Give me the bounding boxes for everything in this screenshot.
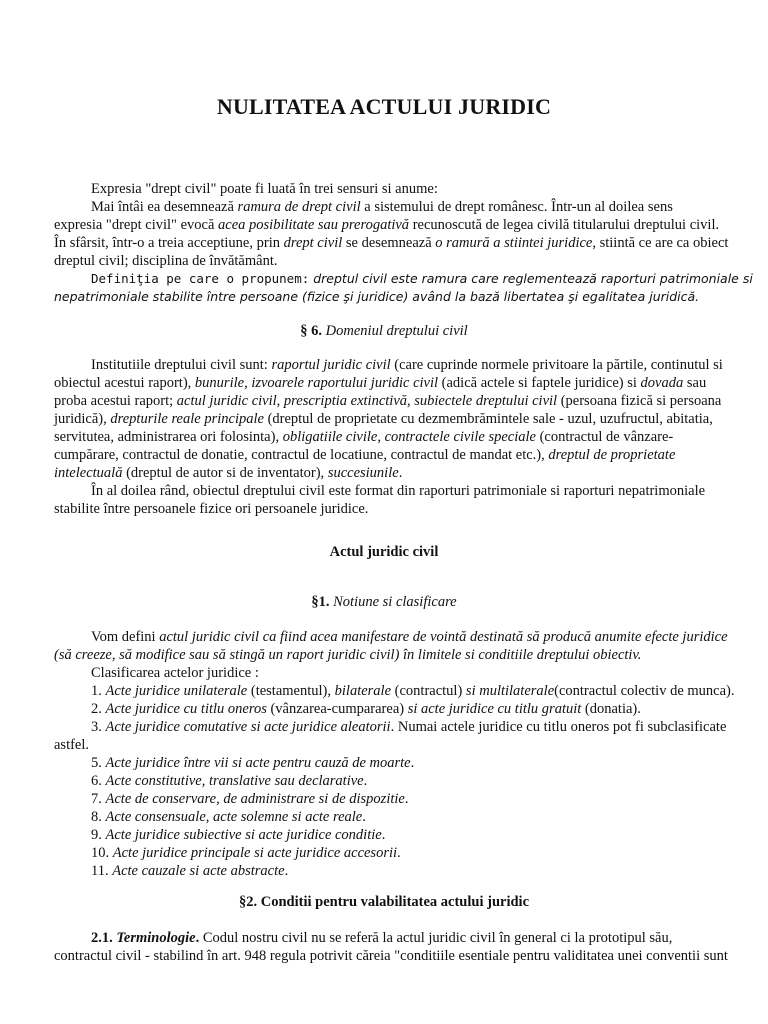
text-span: contractele civile speciale xyxy=(384,429,536,445)
text-span: bunurile xyxy=(194,375,245,391)
text-span: Acte juridice unilaterale xyxy=(105,683,248,699)
text-span: (dreptul de autor si de inventator), xyxy=(122,465,328,481)
list-item xyxy=(54,754,768,772)
text-span: (care cuprinde normele privitoare la părtile, continutul si xyxy=(390,357,723,373)
terminology-paragraph xyxy=(54,929,768,965)
text-span: raportul juridic civil xyxy=(271,357,391,373)
text-span: (să creeze, să modifice sau să stingă un raport juridic civil) în limitele si conditiile dreptului obiectiv. xyxy=(54,647,642,663)
terminology-line: contractul civil - stabilind în art. 948 regula potrivit căreia "conditiile esentiale pentru validitatea unei conventii sunt xyxy=(54,948,728,964)
text-span: 2. xyxy=(91,701,106,717)
intro-line xyxy=(54,198,768,216)
text-span: subiectele dreptului civil xyxy=(414,393,558,409)
text-span: obligatiile civile xyxy=(282,429,378,445)
text-span: (donatia). xyxy=(581,701,641,717)
text-span: obiectul acestui raport), xyxy=(54,375,195,391)
text-span: Acte juridice subiective si acte juridice conditie xyxy=(105,827,382,843)
text-span: Acte juridice între vii si acte pentru cauză de moarte xyxy=(105,755,411,771)
domain-line xyxy=(54,428,768,446)
text-span: drept civil xyxy=(283,235,343,251)
text-span: succesiunile xyxy=(327,465,399,481)
text-span: Acte juridice cu titlu oneros xyxy=(105,701,267,717)
intro-line xyxy=(54,216,768,234)
section-number: § 6. xyxy=(300,323,326,339)
text-span: si acte juridice cu titlu gratuit xyxy=(407,701,582,717)
text-span: . xyxy=(363,773,368,789)
text-span: 2.1. xyxy=(91,930,117,946)
terminology-line xyxy=(54,929,768,947)
text-span: . xyxy=(398,465,403,481)
domain-line xyxy=(54,446,768,464)
list-item-continuation: astfel. xyxy=(54,737,90,753)
text-span: . Numai actele juridice cu titlu oneros pot fi subclasificate xyxy=(390,719,727,735)
section-number: §1. xyxy=(311,594,334,610)
list-item xyxy=(54,790,768,808)
text-span: izvoarele raportului juridic civil xyxy=(251,375,439,391)
text-span: (adică actele si faptele juridice) si xyxy=(438,375,641,391)
text-span: 7. xyxy=(91,791,106,807)
text-span: 3. xyxy=(91,719,106,735)
document-title: NULITATEA ACTULUI JURIDIC xyxy=(216,94,552,119)
text-span: 8. xyxy=(91,809,106,825)
text-span: 5. xyxy=(91,755,106,771)
text-span: Acte de conservare, de administrare si de dispozitie xyxy=(105,791,405,807)
text-span: Terminologie xyxy=(116,930,196,946)
list-item xyxy=(54,862,768,880)
text-span: proba acestui raport; xyxy=(54,393,177,409)
text-span: intelectuală xyxy=(54,465,123,481)
intro-paragraph xyxy=(54,180,768,306)
text-span: , stiintă ce are ca obiect xyxy=(592,235,729,251)
text-span: actul juridic civil ca fiind acea manifestare de vointă destinată să producă anumite efecte juridice xyxy=(159,629,728,645)
text-span: 10. xyxy=(91,845,113,861)
text-span: În sfârsit, într-o a treia acceptiune, prin xyxy=(54,235,284,251)
intro-line xyxy=(54,270,768,288)
section-title: Domeniul dreptului civil xyxy=(325,323,468,339)
text-span: (contractul de vânzare- xyxy=(535,429,674,445)
domain-line xyxy=(54,356,768,374)
text-span: expresia "drept civil" evocă xyxy=(54,217,219,233)
text-span: ramura de drept civil xyxy=(237,199,361,215)
text-span: Institutiile dreptului civil sunt: xyxy=(91,357,272,373)
text-span: Acte consensuale, acte solemne si acte reale xyxy=(105,809,363,825)
text-span: nepatrimoniale stabilite între persoane (fizice şi juridice) având la bază libertatea şi egalitatea juridică. xyxy=(54,289,700,304)
text-span: o ramură a stiintei juridice xyxy=(435,235,593,251)
domain-line: În al doilea rând, obiectul dreptului civil este format din raporturi patrimoniale si raporturi nepatrimoniale xyxy=(91,483,706,499)
text-span: 11. xyxy=(91,863,113,879)
intro-line: dreptul civil; disciplina de învătământ. xyxy=(54,253,278,269)
text-span: Acte cauzale si acte abstracte xyxy=(112,863,285,879)
text-span: (testamentul), xyxy=(247,683,335,699)
text-span: Acte juridice comutative si acte juridice aleatorii xyxy=(105,719,391,735)
text-span: (contractul colectiv de munca). xyxy=(554,683,735,699)
definition-paragraph xyxy=(54,628,768,880)
section-1-heading xyxy=(54,593,714,611)
text-span: . xyxy=(362,809,366,825)
domain-paragraph xyxy=(54,356,768,518)
text-span: (dreptul de proprietate cu dezmembrămintele sale - uzul, uzufructul, abitatia, xyxy=(263,411,713,427)
text-span: . xyxy=(284,863,289,879)
text-span: juridică), xyxy=(54,411,111,427)
list-item xyxy=(54,844,768,862)
list-item xyxy=(54,772,768,790)
domain-line xyxy=(54,374,768,392)
intro-line: Expresia "drept civil" poate fi luată în trei sensuri si anume: xyxy=(91,181,438,197)
section-2-heading: §2. Conditii pentru valabilitatea actului juridic xyxy=(238,894,529,910)
domain-line: stabilite între persoanele fizice ori persoanele juridice. xyxy=(54,501,369,517)
text-span: , xyxy=(377,429,385,445)
domain-line xyxy=(54,464,768,482)
text-span: 1. xyxy=(91,683,106,699)
text-span: . xyxy=(410,755,415,771)
list-item xyxy=(54,718,768,736)
text-span: dreptul de proprietate xyxy=(548,447,676,463)
text-span: actul juridic civil xyxy=(176,393,277,409)
definition-line xyxy=(54,628,768,646)
intro-line xyxy=(54,234,768,252)
text-span: , xyxy=(407,393,415,409)
domain-line xyxy=(54,410,768,428)
text-span: . xyxy=(404,791,409,807)
list-item xyxy=(54,682,768,700)
text-span: dovada xyxy=(640,375,684,391)
text-span: . xyxy=(195,930,200,946)
text-span: 9. xyxy=(91,827,106,843)
text-span: Acte juridice principale si acte juridice accesorii xyxy=(112,845,398,861)
domain-line xyxy=(54,392,768,410)
text-span: (contractul) xyxy=(391,683,466,699)
text-span: (vânzarea-cumpararea) xyxy=(266,701,408,717)
list-item xyxy=(54,826,768,844)
section-6-heading xyxy=(54,322,714,340)
text-span: a sistemului de drept românesc. Într-un al doilea sens xyxy=(360,199,673,215)
text-span: Mai întâi ea desemnează xyxy=(91,199,238,215)
text-span: bilaterale xyxy=(334,683,392,699)
list-item xyxy=(54,700,768,718)
text-span: si multilaterale xyxy=(465,683,555,699)
act-heading: Actul juridic civil xyxy=(329,544,439,560)
intro-line xyxy=(54,288,768,306)
text-span: servitutea, administrarea ori folosinta), xyxy=(54,429,283,445)
text-span: dreptul civil este ramura care reglementează raporturi patrimoniale si xyxy=(309,271,753,286)
classification-intro: Clasificarea actelor juridice : xyxy=(91,665,259,681)
text-span: , xyxy=(276,393,284,409)
text-span: Acte constitutive, translative sau declarative xyxy=(105,773,364,789)
definition-line xyxy=(54,646,768,664)
text-span: . xyxy=(397,845,401,861)
text-span: drepturile reale principale xyxy=(110,411,264,427)
text-span: recunoscută de legea civilă titularului dreptului civil. xyxy=(409,217,720,233)
section-title: Notiune si clasificare xyxy=(333,594,457,610)
text-span: se desemnează xyxy=(342,235,436,251)
text-span: Vom defini xyxy=(91,629,160,645)
text-span: , xyxy=(244,375,252,391)
text-span: . xyxy=(381,827,386,843)
text-span: (persoana fizică si persoana xyxy=(557,393,722,409)
text-span: acea posibilitate sau prerogativă xyxy=(218,217,410,233)
text-span: Definiţia pe care o propunem: xyxy=(91,271,310,286)
text-span: 6. xyxy=(91,773,106,789)
text-span: cumpărare, contractul de donatie, contractul de locatiune, contractul de mandat etc.), xyxy=(54,447,549,463)
text-span: sau xyxy=(683,375,707,391)
text-span: Codul nostru civil nu se referă la actul juridic civil în general ci la prototipul său, xyxy=(199,930,673,946)
text-span: prescriptia extinctivă xyxy=(283,393,408,409)
list-item xyxy=(54,808,768,826)
